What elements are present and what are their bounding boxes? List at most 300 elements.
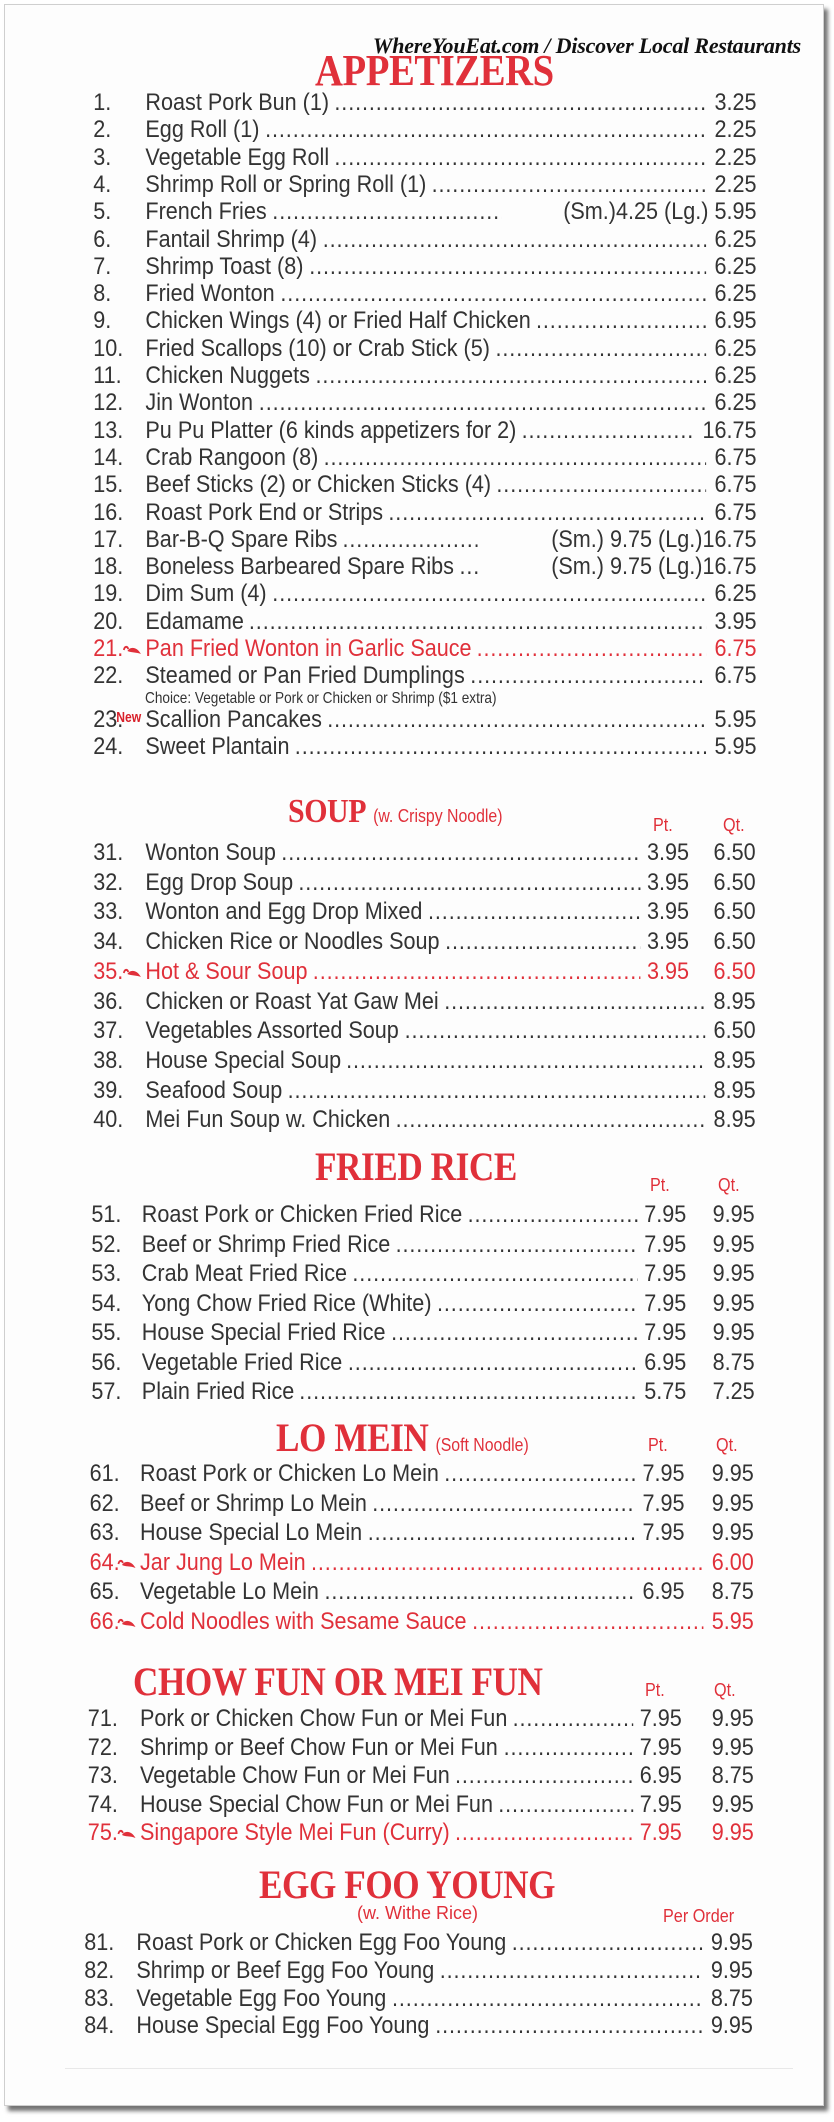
menu-item	[5, 525, 757, 554]
new-badge: New	[116, 708, 142, 726]
menu-item	[5, 1378, 755, 1406]
menu-item	[5, 928, 756, 956]
menu-item	[5, 1046, 756, 1075]
menu-item	[5, 443, 757, 472]
leader-dots	[522, 417, 695, 445]
leader-dots	[536, 307, 706, 335]
menu-item	[5, 1819, 754, 1847]
item-number: 12.	[93, 389, 124, 417]
price-quart: 6.50	[713, 868, 756, 896]
hot-pepper-icon	[117, 1553, 137, 1569]
item-name: Roast Pork Bun (1)	[145, 89, 330, 116]
menu-item	[5, 1289, 755, 1318]
menu-item	[5, 1076, 756, 1105]
hot-pepper-icon	[122, 962, 142, 978]
item-name: Wonton Soup	[145, 839, 276, 866]
leader-dots	[334, 89, 706, 117]
price: 6.50	[713, 1017, 756, 1045]
item-name: Singapore Style Mei Fun (Curry)	[140, 1819, 450, 1846]
price-quart: 7.25	[712, 1378, 755, 1405]
price: 3.95	[714, 607, 757, 635]
menu-item	[5, 1984, 753, 2013]
item-name: Crab Meat Fried Rice	[141, 1260, 348, 1287]
leader-dots	[435, 2012, 703, 2040]
price: 8.95	[713, 1046, 756, 1074]
price: 6.75	[714, 471, 757, 499]
leader-dots	[512, 1929, 703, 1957]
leader-dots	[249, 608, 707, 636]
item-number: 18.	[93, 553, 124, 581]
price: 6.25	[714, 280, 757, 308]
menu-item	[5, 1348, 755, 1377]
price: 6.75	[714, 443, 757, 471]
item-number: 51.	[91, 1201, 122, 1228]
item-number: 34.	[93, 928, 124, 956]
price-pint: 7.95	[642, 1519, 685, 1546]
item-number: 6.	[93, 225, 112, 253]
price-pint: 7.95	[642, 1460, 685, 1487]
item-name: Roast Pork or Chicken Fried Rice	[141, 1201, 463, 1228]
price-pint: 7.95	[639, 1705, 682, 1732]
price: 6.25	[714, 252, 757, 280]
menu-item	[5, 1106, 756, 1134]
item-name: Fried Wonton	[145, 280, 275, 308]
item-name: Yong Chow Fried Rice (White)	[141, 1289, 432, 1317]
item-number: 21.	[93, 635, 124, 662]
item-name: Pan Fried Wonton in Garlic Sauce	[145, 635, 472, 662]
price-quart: 9.95	[711, 1519, 754, 1546]
price-pint: 5.75	[644, 1378, 687, 1405]
leader-dots	[498, 1791, 633, 1819]
leader-dots	[309, 253, 706, 281]
item-number: 35.	[93, 957, 124, 985]
column-header-pint: Pt.	[645, 1680, 665, 1700]
price-pint: 3.95	[646, 928, 689, 956]
item-number: 57.	[91, 1378, 122, 1405]
menu-item	[5, 868, 756, 897]
leader-dots	[445, 928, 640, 956]
leader-dots	[295, 733, 707, 761]
section-title-text: LO MEIN	[276, 1415, 429, 1460]
item-note: Choice: Vegetable or Pork or Chicken or Shrimp ($1 extra)	[145, 690, 497, 708]
section-subtitle: (Soft Noodle)	[435, 1435, 529, 1455]
price: 6.25	[714, 362, 757, 389]
menu-item	[5, 1929, 753, 1957]
menu-item	[5, 580, 757, 608]
item-number: 32.	[93, 868, 124, 896]
menu-item	[5, 389, 757, 417]
price-pint: 7.95	[639, 1819, 682, 1846]
price: 16.75	[702, 416, 757, 444]
leader-dots	[272, 580, 706, 608]
column-header-quart: Qt.	[723, 815, 745, 835]
menu-item	[5, 1578, 754, 1606]
price-quart: 9.95	[711, 1460, 754, 1487]
menu-item	[5, 1489, 754, 1518]
price-quart: 9.95	[712, 1289, 755, 1317]
menu-item	[5, 198, 757, 226]
price: 8.95	[713, 1076, 756, 1104]
menu-item	[5, 987, 756, 1016]
leader-dots	[311, 1549, 704, 1577]
leader-dots	[323, 226, 707, 254]
price-pint: 7.95	[639, 1733, 682, 1761]
item-number: 84.	[84, 2012, 115, 2040]
menu-item	[5, 662, 757, 690]
menu-item	[5, 170, 757, 199]
leader-dots	[472, 1608, 704, 1636]
price-pint: 6.95	[642, 1578, 685, 1605]
item-number: 61.	[89, 1460, 120, 1487]
price: 6.25	[714, 225, 757, 253]
price: 2.25	[714, 116, 757, 144]
item-number: 15.	[93, 471, 124, 499]
item-name: Jar Jung Lo Mein	[140, 1548, 306, 1576]
menu-item	[5, 1230, 755, 1259]
price-quart: 9.95	[712, 1230, 755, 1258]
hot-pepper-icon	[122, 639, 142, 655]
item-name: House Special Chow Fun or Mei Fun	[140, 1790, 493, 1818]
item-name: Shrimp or Beef Chow Fun or Mei Fun	[140, 1733, 498, 1761]
item-number: 22.	[93, 662, 124, 690]
item-name: Crab Rangoon (8)	[145, 443, 319, 471]
leader-dots	[368, 1519, 636, 1547]
item-number: 13.	[93, 416, 124, 444]
item-name: Beef Sticks (2) or Chicken Sticks (4)	[145, 471, 492, 499]
menu-item	[5, 1733, 754, 1762]
item-number: 62.	[89, 1489, 120, 1517]
item-number: 72.	[87, 1733, 118, 1761]
item-number: 3.	[93, 143, 112, 171]
item-number: 64.	[89, 1548, 120, 1576]
menu-item	[5, 732, 757, 761]
price-pint: 7.95	[644, 1230, 687, 1258]
item-name: Vegetable Lo Mein	[140, 1578, 319, 1605]
item-name: House Special Lo Mein	[140, 1519, 363, 1546]
item-number: 9.	[93, 307, 112, 335]
menu-item	[5, 898, 756, 926]
price-quart: 9.95	[711, 1705, 754, 1732]
leader-dots	[298, 869, 640, 897]
menu-item	[5, 471, 757, 499]
price: 6.75	[714, 498, 757, 526]
price: 6.95	[714, 307, 757, 335]
item-name: Chicken or Roast Yat Gaw Mei	[145, 987, 439, 1015]
price: 3.25	[714, 89, 757, 116]
section-title	[315, 1143, 517, 1190]
price-quart: 8.75	[711, 1578, 754, 1605]
item-name: Chicken Nuggets	[145, 362, 310, 389]
leader-dots	[437, 1290, 638, 1318]
price: 6.00	[711, 1548, 754, 1576]
leader-dots	[265, 116, 706, 144]
item-number: 14.	[93, 443, 124, 471]
item-name: Vegetables Assorted Soup	[145, 1017, 399, 1045]
menu-item	[5, 1460, 754, 1488]
item-number: 63.	[89, 1519, 120, 1546]
menu-item	[5, 705, 757, 734]
item-name: Roast Pork End or Strips	[145, 498, 384, 526]
leader-dots	[455, 1762, 633, 1790]
price-pint: 7.95	[639, 1790, 682, 1818]
item-name: Wonton and Egg Drop Mixed	[145, 898, 423, 926]
item-name: Cold Noodles with Sesame Sauce	[140, 1607, 467, 1635]
item-number: 1.	[93, 89, 112, 116]
column-header-pint: Pt.	[653, 815, 673, 835]
leader-dots	[316, 362, 707, 390]
item-number: 65.	[89, 1578, 120, 1605]
menu-item	[5, 143, 757, 172]
leader-dots	[428, 898, 640, 926]
menu-item	[5, 1548, 754, 1577]
menu-item	[5, 957, 756, 986]
item-name: Hot & Sour Soup	[145, 957, 308, 985]
leader-dots	[444, 988, 705, 1016]
leader-dots	[325, 1578, 636, 1606]
price-pint: 6.95	[639, 1762, 682, 1789]
item-number: 73.	[87, 1762, 118, 1789]
price: 6.75	[714, 662, 757, 690]
leader-dots	[313, 958, 641, 986]
price-pint: 3.95	[646, 839, 689, 866]
price: 2.25	[714, 170, 757, 198]
menu-item	[5, 1956, 753, 1985]
item-name: Shrimp Roll or Spring Roll (1)	[145, 170, 427, 198]
menu-item	[5, 1607, 754, 1636]
leader-dots	[496, 335, 707, 363]
section-title	[288, 793, 502, 831]
item-number: 75.	[87, 1819, 118, 1846]
item-number: 17.	[93, 525, 124, 553]
price: 6.25	[714, 389, 757, 417]
item-name: Fried Scallops (10) or Crab Stick (5)	[145, 334, 490, 362]
item-number: 4.	[93, 170, 112, 198]
menu-item	[5, 416, 757, 445]
item-number: 54.	[91, 1289, 122, 1317]
leader-dots	[288, 1077, 706, 1105]
section-title-text: SOUP	[288, 793, 367, 830]
item-name: Sweet Plantain	[145, 732, 290, 760]
leader-dots	[272, 198, 501, 226]
item-number: 38.	[93, 1046, 124, 1074]
price-quart: 6.50	[713, 839, 756, 866]
item-number: 7.	[93, 252, 112, 280]
leader-dots	[348, 1349, 638, 1377]
item-name: Edamame	[145, 607, 244, 635]
menu-item	[5, 362, 757, 390]
leader-dots	[324, 444, 707, 472]
price: 9.95	[710, 1956, 753, 1984]
leader-dots	[280, 280, 706, 308]
section-title-text: EGG FOO YOUNG	[259, 1862, 556, 1907]
leader-dots	[327, 706, 706, 734]
price: 8.95	[713, 1106, 756, 1134]
price-pint: 7.95	[644, 1201, 687, 1228]
price-quart: 9.95	[711, 1733, 754, 1761]
column-header-pint: Pt.	[648, 1435, 668, 1455]
price: 6.75	[714, 635, 757, 662]
item-name: Egg Roll (1)	[145, 116, 260, 144]
menu-item	[5, 553, 757, 581]
section-title	[276, 1414, 529, 1461]
price-quart: 9.95	[712, 1260, 755, 1287]
item-number: 83.	[84, 1984, 115, 2012]
leader-dots	[468, 1201, 638, 1229]
menu-item	[5, 1762, 754, 1790]
price-pint: 3.95	[646, 957, 689, 985]
section-title	[133, 1658, 542, 1705]
menu-item	[5, 334, 757, 363]
item-name: Seafood Soup	[145, 1076, 283, 1104]
item-number: 36.	[93, 987, 124, 1015]
price-quart: 8.75	[711, 1762, 754, 1789]
price-pint: 7.95	[642, 1489, 685, 1517]
menu-page	[4, 4, 824, 2106]
leader-dots	[299, 1378, 637, 1406]
leader-dots	[460, 553, 478, 581]
column-header-quart: Qt.	[716, 1435, 738, 1455]
price: 6.25	[714, 334, 757, 362]
price-quart: 9.95	[711, 1489, 754, 1517]
item-name: Chicken Wings (4) or Fried Half Chicken	[145, 307, 531, 335]
item-name: Steamed or Pan Fried Dumplings	[145, 662, 465, 690]
item-name: House Special Egg Foo Young	[136, 2012, 430, 2040]
item-number: 37.	[93, 1017, 124, 1045]
menu-item	[5, 1201, 755, 1229]
item-number: 11.	[93, 362, 122, 389]
item-name: Boneless Barbeared Spare Ribs	[145, 553, 454, 581]
leader-dots	[444, 1460, 636, 1488]
item-number: 19.	[93, 580, 124, 608]
item-name: Vegetable Fried Rice	[141, 1348, 343, 1376]
menu-item	[5, 1519, 754, 1547]
price: 5.95	[714, 705, 757, 733]
item-name: French Fries	[145, 198, 267, 226]
item-number: 52.	[91, 1230, 122, 1258]
price: (Sm.) 9.75 (Lg.)16.75	[551, 553, 757, 581]
menu-item	[5, 498, 757, 527]
item-number: 5.	[93, 198, 112, 226]
hot-pepper-icon	[117, 1823, 137, 1839]
hot-pepper-icon	[117, 1612, 137, 1628]
price: 2.25	[714, 143, 757, 171]
column-header-pint: Pt.	[650, 1175, 670, 1195]
item-number: 74.	[87, 1790, 118, 1818]
price-quart: 9.95	[711, 1819, 754, 1846]
leader-dots	[470, 662, 706, 690]
item-number: 56.	[91, 1348, 122, 1376]
leader-dots	[513, 1705, 634, 1733]
menu-item	[5, 307, 757, 335]
leader-dots	[496, 471, 706, 499]
item-number: 20.	[93, 607, 124, 635]
item-number: 81.	[84, 1929, 115, 1956]
menu-item	[5, 252, 757, 281]
item-number: 2.	[93, 116, 112, 144]
price: 9.95	[710, 2012, 753, 2040]
leader-dots	[259, 389, 707, 417]
price-quart: 9.95	[711, 1790, 754, 1818]
price-quart: 8.75	[712, 1348, 755, 1376]
leader-dots	[477, 635, 707, 663]
price-pint: 3.95	[646, 868, 689, 896]
item-name: Fantail Shrimp (4)	[145, 225, 318, 253]
section-subtitle: (w. Withe Rice)	[357, 1903, 479, 1923]
item-number: 31.	[93, 839, 124, 866]
leader-dots	[432, 171, 707, 199]
item-number: 55.	[91, 1319, 122, 1346]
price: 6.25	[714, 580, 757, 608]
item-number: 53.	[91, 1260, 122, 1287]
item-name: Vegetable Egg Roll	[145, 143, 330, 171]
price: 8.95	[713, 987, 756, 1015]
item-name: Pu Pu Platter (6 kinds appetizers for 2)	[145, 416, 517, 444]
item-name: Beef or Shrimp Fried Rice	[141, 1230, 391, 1258]
item-name: Dim Sum (4)	[145, 580, 267, 608]
price: 9.95	[710, 1929, 753, 1956]
price-pint: 7.95	[644, 1289, 687, 1317]
price-pint: 7.95	[644, 1319, 687, 1346]
price-quart: 9.95	[712, 1201, 755, 1228]
leader-dots	[504, 1734, 634, 1762]
item-name: Roast Pork or Chicken Egg Foo Young	[136, 1929, 507, 1956]
divider	[65, 2068, 793, 2069]
menu-item	[5, 839, 756, 867]
price: (Sm.) 9.75 (Lg.)16.75	[551, 525, 757, 553]
item-number: 16.	[93, 498, 124, 526]
leader-dots	[405, 1017, 706, 1045]
column-header-quart: Qt.	[714, 1680, 736, 1700]
price-pint: 7.95	[644, 1260, 687, 1287]
section-title-text: FRIED RICE	[315, 1144, 517, 1189]
menu-item	[5, 2012, 753, 2040]
menu-item	[5, 89, 757, 117]
leader-dots	[352, 1260, 637, 1288]
leader-dots	[455, 1819, 633, 1847]
item-name: Chicken Rice or Noodles Soup	[145, 928, 440, 956]
item-name: Jin Wonton	[145, 389, 254, 417]
section-title-text: APPETIZERS	[315, 46, 554, 95]
section-title-text: CHOW FUN OR MEI FUN	[133, 1659, 543, 1704]
menu-item	[5, 1260, 755, 1288]
price-quart: 9.95	[712, 1319, 755, 1346]
item-name: Roast Pork or Chicken Lo Mein	[140, 1460, 439, 1487]
item-number: 24.	[93, 732, 124, 760]
menu-item	[5, 1319, 755, 1347]
menu-item	[5, 1790, 754, 1819]
item-name: Vegetable Chow Fun or Mei Fun	[140, 1762, 450, 1789]
item-number: 39.	[93, 1076, 124, 1104]
item-name: Mei Fun Soup w. Chicken	[145, 1106, 391, 1134]
price: 8.75	[710, 1984, 753, 2012]
price-pint: 3.95	[646, 898, 689, 926]
item-number: 40.	[93, 1106, 124, 1134]
price: (Sm.)4.25 (Lg.) 5.95	[563, 198, 757, 226]
item-number: 23.	[93, 705, 124, 733]
menu-item	[5, 607, 757, 636]
leader-dots	[334, 144, 706, 172]
column-header-per-order: Per Order	[663, 1906, 735, 1926]
leader-dots	[281, 839, 640, 867]
leader-dots	[372, 1490, 636, 1518]
item-name: Plain Fried Rice	[141, 1378, 295, 1405]
price-quart: 6.50	[713, 898, 756, 926]
item-number: 66.	[89, 1607, 120, 1635]
item-name: Pork or Chicken Chow Fun or Mei Fun	[140, 1705, 508, 1732]
item-name: House Special Fried Rice	[141, 1319, 386, 1346]
menu-item	[5, 635, 757, 663]
item-name: Scallion Pancakes	[145, 705, 322, 733]
